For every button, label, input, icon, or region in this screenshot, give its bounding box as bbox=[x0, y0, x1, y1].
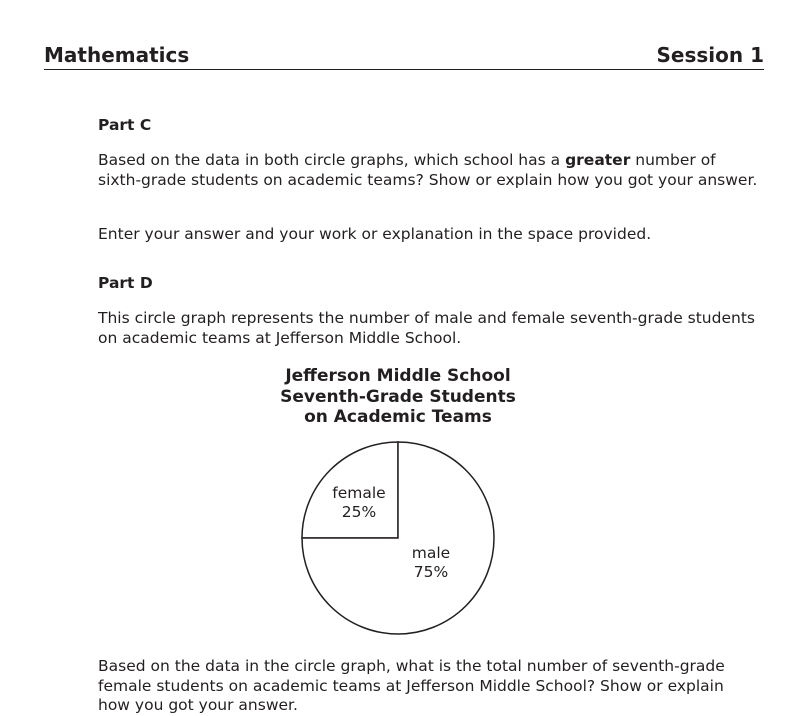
pie-slices bbox=[302, 442, 494, 634]
part-c-question-start: Based on the data in both circle graphs, which school has a bbox=[98, 151, 566, 169]
slice-percent-female: 25% bbox=[341, 503, 377, 521]
part-c-emphasis: greater bbox=[565, 151, 631, 169]
pie-chart bbox=[290, 432, 506, 648]
chart-title-line: Seventh-Grade Students bbox=[280, 386, 516, 407]
part-d-heading: Part D bbox=[98, 274, 153, 292]
slice-percent-male: 75% bbox=[413, 563, 449, 581]
part-d-question: Based on the data in the circle graph, what is the total number of seventh-grade female students on academic teams at Jefferson Middle School? Show or explain how you got your answer. bbox=[98, 657, 725, 714]
part-c-question bbox=[98, 151, 758, 190]
page-header bbox=[44, 42, 764, 70]
chart-title-line: on Academic Teams bbox=[304, 407, 492, 427]
slice-label-male: male bbox=[411, 544, 451, 562]
chart-title bbox=[240, 366, 556, 428]
session-label: Session 1 bbox=[656, 43, 764, 67]
subject-title: Mathematics bbox=[44, 43, 190, 67]
part-c-instruction: Enter your answer and your work or explanation in the space provided. bbox=[98, 225, 652, 243]
chart-title-line: Jefferson Middle School bbox=[285, 366, 511, 386]
slice-label-female: female bbox=[332, 484, 386, 502]
part-d-intro: This circle graph represents the number of male and female seventh-grade students on academic teams at Jefferson Middle School. bbox=[98, 309, 755, 347]
part-c-heading: Part C bbox=[98, 116, 152, 134]
part-c-question-end: number of sixth-grade students on academic teams? Show or explain how you got your answer. bbox=[98, 151, 758, 189]
